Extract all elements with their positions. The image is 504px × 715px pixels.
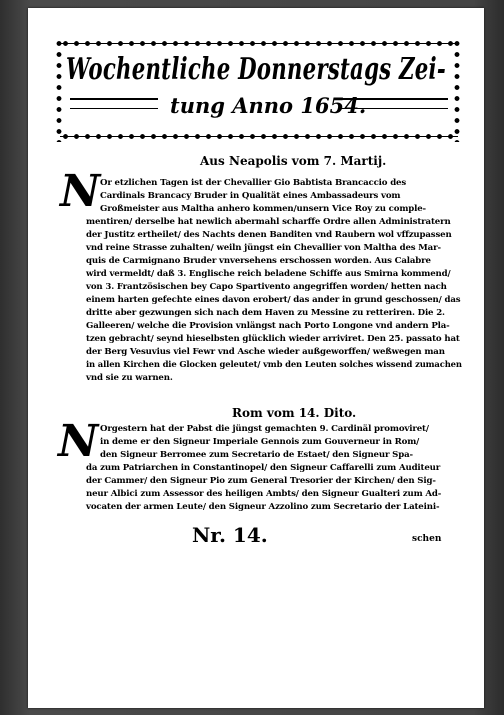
article2-line: in deme er den Signeur Imperiale Gennois zum Gouverneur in Rom/ bbox=[100, 437, 420, 447]
article1-line: Or etzlichen Tagen ist der Chevallier Gio Babtista Brancaccio des bbox=[100, 178, 407, 188]
article1-line: wird vermeldt/ daß 3. Englische reich beladene Schiffe aus Smirna kommend/ bbox=[86, 269, 451, 279]
article1-line: vnd reine Strasse zuhalten/ weiln jüngst ein Chevallier von Maltha des Mar- bbox=[86, 243, 441, 253]
article2-line: neur Albici zum Assessor des heiligen Ambts/ den Signeur Gualteri zum Ad- bbox=[86, 489, 442, 499]
article2-line: vocaten der armen Leute/ den Signeur Azzolino zum Secretario der Lateini- bbox=[86, 502, 440, 512]
article1-dropcap: N bbox=[60, 166, 101, 217]
masthead-border-top bbox=[60, 38, 458, 49]
catchword: schen bbox=[412, 534, 442, 544]
article1-line: Großmeister aus Maltha anhero kommen/unsern Vice Roy zu comple- bbox=[100, 204, 426, 214]
article2-line: den Signeur Berromee zum Secretario de Estaet/ den Signeur Spa- bbox=[100, 450, 413, 460]
article1-line: einem harten gefechte eines davon erobert/ das ander in grund geschossen/ das bbox=[86, 295, 461, 305]
article1-line: der Berg Vesuvius viel Fewr vnd Asche wieder außgeworffen/ weßwegen man bbox=[86, 347, 445, 357]
article2-line: da zum Patriarchen in Constantinopel/ den Signeur Caffarelli zum Auditeur bbox=[86, 463, 441, 473]
masthead-title-line1: Wochentliche Donnerstags Zei- bbox=[66, 52, 446, 87]
masthead-border-left bbox=[54, 38, 64, 142]
article1-line: vnd sie zu warnen. bbox=[86, 373, 173, 383]
article2-dropcap: N bbox=[58, 416, 99, 467]
article1-line: Galleeren/ welche die Provision vnlängst nach Porto Longone vnd andern Pla- bbox=[86, 321, 450, 331]
signature-mark: Nr. 14. bbox=[192, 523, 268, 547]
article1-line: dritte aber gezwungen sich nach dem Haven zu Messine zu retteriren. Die 2. bbox=[86, 308, 445, 318]
article1-line: in allen Kirchen die Glocken geleutet/ vmb den Leuten solches wissend zumachen bbox=[86, 360, 462, 370]
article1-heading: Aus Neapolis vom 7. Martij. bbox=[200, 154, 387, 168]
article1-line: mentiren/ derselbe hat newlich abermahl scharffe Ordre allen Administratern bbox=[86, 217, 451, 227]
article1-line: der Justitz ertheilet/ des Nachts denen Banditen vnd Raubern wol vffzupassen bbox=[86, 230, 452, 240]
article1-line: Cardinals Brancacy Bruder in Qualität eines Ambassadeurs vom bbox=[100, 191, 401, 201]
article2-line: der Cammer/ den Signeur Pio zum General Tresorier der Kirchen/ den Sig- bbox=[86, 476, 436, 486]
article1-line: von 3. Frantzösischen bey Capo Spartivento angegriffen worden/ hetten nach bbox=[86, 282, 447, 292]
masthead-title-line2: tung Anno 1654. bbox=[170, 93, 367, 118]
masthead-flourish-left bbox=[70, 98, 158, 109]
article2-line: Orgestern hat der Pabst die jüngst gemachten 9. Cardinäl promoviret/ bbox=[100, 424, 429, 434]
masthead-border-right bbox=[452, 38, 462, 142]
article1-line: quis de Carmignano Bruder vnversehens erschossen worden. Aus Calabre bbox=[86, 256, 431, 266]
masthead-border-bottom bbox=[60, 131, 458, 142]
article2-heading: Rom vom 14. Dito. bbox=[232, 406, 357, 420]
article1-line: tzen gebracht/ seynd hieselbsten glücklich wieder arriviret. Den 25. passato hat bbox=[86, 334, 460, 344]
